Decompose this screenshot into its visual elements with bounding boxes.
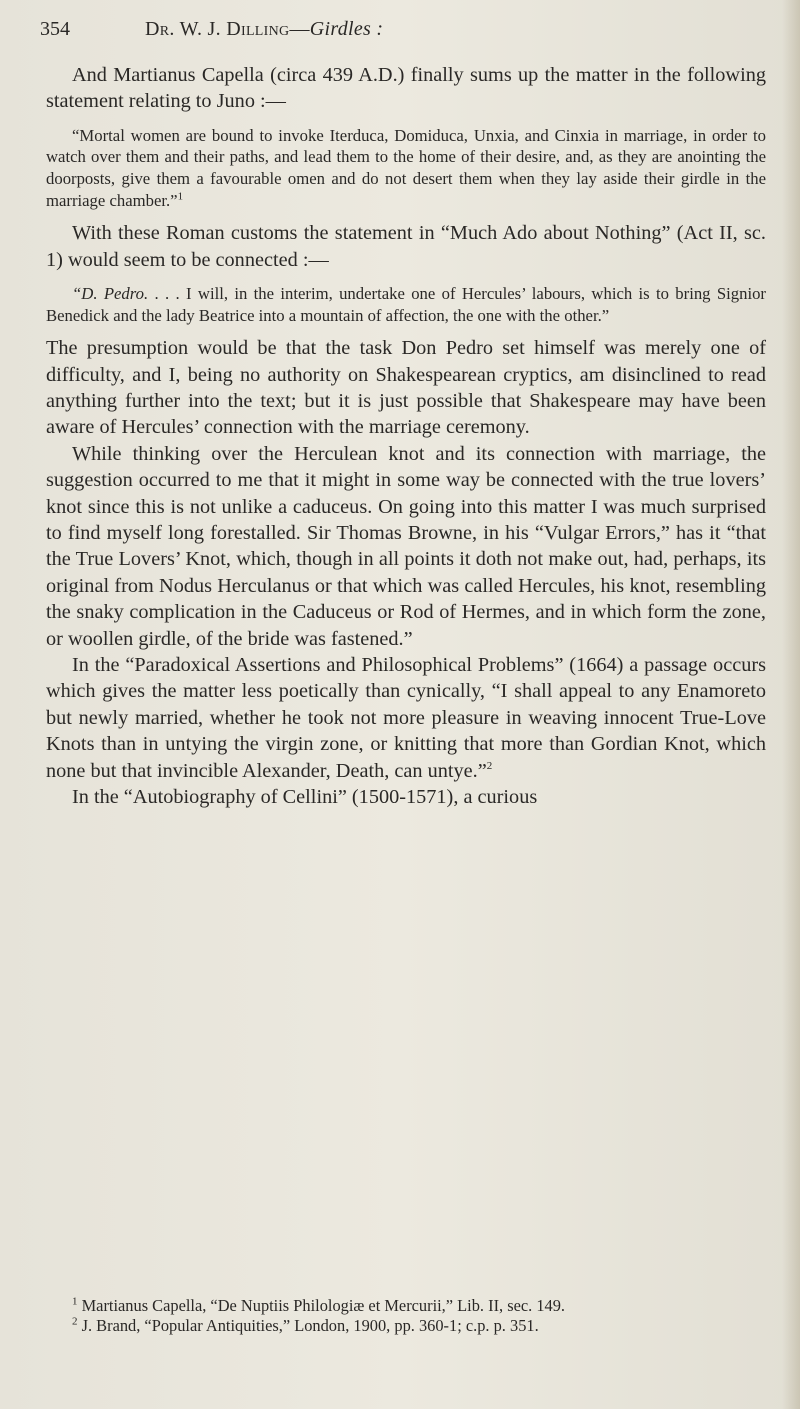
footnote xyxy=(46,1316,766,1336)
paragraph: With these Roman customs the statement in “Much Ado about Nothing” (Act II, sc. 1) would seem to be connected :— xyxy=(46,222,766,271)
block-quote xyxy=(46,125,766,211)
footnote xyxy=(46,1296,766,1316)
paragraph: While thinking over the Herculean knot and its connection with marriage, the suggestion occurred to me that it might in some way be connected with the true lovers’ knot since this is not unlike a caduceus. On going into this matter I was much surprised to find myself long forestalled. Sir Thomas Browne, in his “Vulgar Errors,” has it “that the True Lovers’ Knot, which, though in all points it doth not make out, had, perhaps, its original from Nodus Herculanus or that which was called Hercules, his knot, resembling the snaky complication in the Caduceus or Rod of Hermes, and in which form the zone, or woollen girdle, of the bride was fastened.” xyxy=(46,442,766,650)
header-author: Dr. W. J. Dilling xyxy=(145,18,290,40)
quote-speaker: “D. Pedro. xyxy=(72,284,149,303)
page-edge-shadow xyxy=(782,0,800,1409)
page-number: 354 xyxy=(40,18,70,40)
page-body xyxy=(46,62,766,811)
running-header xyxy=(40,18,760,48)
footnote-mark: 1 xyxy=(72,1295,78,1308)
footnote-ref: 2 xyxy=(486,759,493,772)
quote-text: “Mortal women are bound to invoke Iterduca, Domiduca, Unxia, and Cinxia in marriage, in order to watch over them and their paths, and lead them to the home of their desire, and, as they are anointing the doorposts, give them a favourable omen and do not desert them when they lay aside their girdle in the marriage chamber.” xyxy=(46,125,766,210)
block-quote xyxy=(46,283,766,326)
footnote-text: J. Brand, “Popular Antiquities,” London, 1900, pp. 360-1; c.p. p. 351. xyxy=(81,1316,539,1336)
footnote-text: Martianus Capella, “De Nuptiis Philologiæ et Mercurii,” Lib. II, sec. 149. xyxy=(81,1296,566,1315)
running-title: Dr. W. J. Dilling—Girdles : xyxy=(145,18,384,40)
header-title: Girdles : xyxy=(309,18,384,40)
paragraph: And Martianus Capella (circa 439 A.D.) finally sums up the matter in the following statement relating to Juno :— xyxy=(46,64,766,113)
footnote-mark: 2 xyxy=(72,1315,78,1328)
paragraph: In the “Autobiography of Cellini” (1500-1571), a curious xyxy=(72,786,538,809)
paragraph-text: In the “Paradoxical Assertions and Philosophical Problems” (1664) a passage occurs which gives the matter less poetically than cynically, “I shall appeal to any Enamoreto but newly married, whether he took not more pleasure in weaving innocent True-Love Knots than in untying the virgin zone, or knitting that more than Gordian Knot, which none but that invincible Alexander, Death, can untye.” xyxy=(46,654,766,782)
paragraph: The presumption would be that the task Don Pedro set himself was merely one of difficulty, and I, being no authority on Shakespearean cryptics, am disinclined to read anything further into the text; but it is just possible that Shakespeare may have been aware of Hercules’ connection with the marriage ceremony. xyxy=(46,337,766,439)
paragraph xyxy=(46,652,766,784)
footnote-ref: 1 xyxy=(177,190,184,203)
quote-text: . . . I will, in the interim, undertake one of Hercules’ labours, which is to bring Signior Benedick and the lady Beatrice into a mountain of affection, the one with the other.” xyxy=(46,284,766,325)
footnotes xyxy=(46,1296,766,1337)
